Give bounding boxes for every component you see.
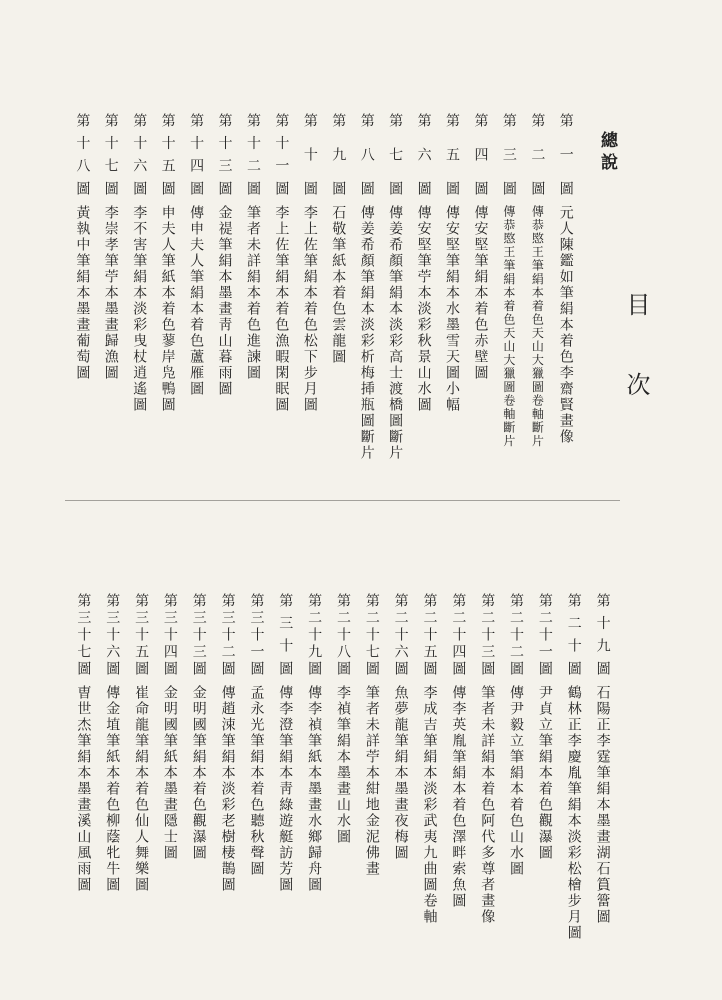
- plate-number: 第五圖: [444, 113, 461, 195]
- toc-entry: [182, 113, 210, 495]
- plate-title: 筆者未詳絹本着色進諫圖: [244, 205, 261, 381]
- plate-number: 第二圖: [529, 113, 546, 195]
- toc-entry: [357, 593, 386, 985]
- plate-title: 傳安堅筆絹本水墨雪天圖小幅: [444, 205, 461, 413]
- plate-number: 第三十七圖: [75, 593, 92, 675]
- plate-number: 第三十五圖: [133, 593, 150, 675]
- toc-entry: [386, 593, 415, 985]
- plate-number: 第十五圖: [159, 113, 176, 195]
- plate-title: 李不害筆絹本淡彩曳杖逍遙圖: [131, 205, 148, 413]
- plate-title: 金禔筆絹本墨畫靑山暮雨圖: [216, 205, 233, 397]
- plate-title: 傳姜希顏筆絹本淡彩高士渡橋圖斷片: [387, 205, 404, 461]
- toc-entry: [271, 593, 300, 985]
- plate-title: 孟永光筆絹本着色聽秋聲圖: [248, 685, 265, 877]
- plate-title: 李成吉筆絹本淡彩武夷九曲圖卷軸: [421, 685, 438, 925]
- toc-entry: [127, 593, 156, 985]
- plate-title: 黃執中筆絹本墨畫葡萄圖: [74, 205, 91, 381]
- plate-title: 傳金埴筆紙本着色柳蔭牝牛圖: [104, 685, 121, 893]
- plate-title: 傳申夫人筆絹本着色蘆雁圖: [188, 205, 205, 397]
- toc-entry: [502, 593, 531, 985]
- toc-entry: [588, 593, 617, 985]
- plate-number: 第二十八圖: [334, 593, 351, 675]
- plate-number: 第三十四圖: [161, 593, 178, 675]
- page-title: 目次: [622, 292, 650, 452]
- plate-title: 傳姜希顏筆絹本淡彩析梅揷瓶圖斷片: [358, 205, 375, 461]
- plate-title: 傳李禎筆紙本墨畫水鄉歸舟圖: [306, 685, 323, 893]
- toc-entry: [329, 593, 358, 985]
- toc-entry: [444, 593, 473, 985]
- plate-number: 第十一圖: [273, 113, 290, 195]
- plate-title: 傳恭愍王筆絹本着色天山大獵圖卷軸斷片: [501, 205, 516, 448]
- toc-lower-section: [69, 593, 617, 985]
- toc-entry: [98, 593, 127, 985]
- plate-title: 石敬筆紙本着色雲龍圖: [330, 205, 347, 365]
- plate-title: 尹貞立筆絹本着色觀瀑圖: [536, 685, 553, 861]
- plate-number: 第十六圖: [131, 113, 148, 195]
- plate-number: 第二十一圖: [536, 593, 553, 675]
- toc-entry: [466, 113, 494, 495]
- plate-number: 第二十七圖: [363, 593, 380, 675]
- toc-upper-section: [68, 113, 580, 495]
- plate-title: 崔命龍筆絹本着色仙人舞樂圖: [133, 685, 150, 893]
- plate-title: 李上佐筆絹本着色漁暇閑眠圖: [273, 205, 290, 413]
- toc-entry: [210, 113, 238, 495]
- toc-entry: [495, 113, 523, 495]
- plate-number: 第七圖: [387, 113, 404, 195]
- plate-title: 李上佐筆絹本着色松下步月圖: [301, 205, 318, 413]
- plate-title: 申夫人筆紙本着色蓼岸凫鴨圖: [159, 205, 176, 413]
- toc-entry: [153, 113, 181, 495]
- plate-title: 傳安堅筆苧本淡彩秋景山水圖: [415, 205, 432, 413]
- plate-number: 第二十九圖: [306, 593, 323, 675]
- plate-title: 傳恭愍王筆絹本着色天山大獵圖卷軸斷片: [530, 205, 545, 448]
- toc-entry: [409, 113, 437, 495]
- plate-number: 第十九圖: [594, 593, 611, 675]
- toc-entry: [97, 113, 125, 495]
- toc-entry: [213, 593, 242, 985]
- plate-title: 石陽正李霆筆絹本墨畫湖石篔簹圖: [594, 685, 611, 925]
- plate-number: 第三十一圖: [248, 593, 265, 675]
- toc-entry: [267, 113, 295, 495]
- toc-entry: [300, 593, 329, 985]
- plate-number: 第十三圖: [216, 113, 233, 195]
- plate-number: 第九圖: [330, 113, 347, 195]
- toc-entry: [559, 593, 588, 985]
- toc-entry: [530, 593, 559, 985]
- plate-title: 鶴林正李慶胤筆絹本淡彩松檜步月圖: [565, 685, 582, 941]
- plate-number: 第二十二圖: [508, 593, 525, 675]
- plate-title: 元人陳鑑如筆絹本着色李齋賢畫像: [557, 205, 574, 445]
- plate-number: 第二十六圖: [392, 593, 409, 675]
- plate-number: 第十圖: [301, 113, 318, 195]
- toc-entry: [125, 113, 153, 495]
- toc-entry: [523, 113, 551, 495]
- plate-title: 李崇孝筆苧本墨畫歸漁圖: [102, 205, 119, 381]
- plate-number: 第十八圖: [74, 113, 91, 195]
- plate-number: 第三十二圖: [219, 593, 236, 675]
- plate-number: 第八圖: [358, 113, 375, 195]
- toc-entry: [68, 113, 96, 495]
- plate-number: 第十七圖: [102, 113, 119, 195]
- plate-title: 筆者未詳絹本着色阿代多尊者畫像: [479, 685, 496, 925]
- toc-entry: [438, 113, 466, 495]
- toc-entry: [156, 593, 185, 985]
- toc-entry: [415, 593, 444, 985]
- toc-entry: [242, 593, 271, 985]
- toc-entry: [184, 593, 213, 985]
- plate-title: 李禎筆絹本墨畫山水圖: [334, 685, 351, 845]
- plate-number: 第二十四圖: [450, 593, 467, 675]
- plate-title: 金明國筆絹本着色觀瀑圖: [190, 685, 207, 861]
- plate-number: 第二十五圖: [421, 593, 438, 675]
- plate-number: 第一圖: [557, 113, 574, 195]
- toc-entry: [552, 113, 580, 495]
- plate-number: 第四圖: [472, 113, 489, 195]
- plate-number: 第二十三圖: [479, 593, 496, 675]
- plate-title: 曺世杰筆絹本墨畫溪山風雨圖: [75, 685, 92, 893]
- plate-title: 金明國筆紙本墨畫隱士圖: [161, 685, 178, 861]
- plate-number: 第三十圖: [277, 593, 294, 675]
- toc-entry: [239, 113, 267, 495]
- toc-entry: [324, 113, 352, 495]
- plate-number: 第六圖: [415, 113, 432, 195]
- plate-title: 傳李英胤筆絹本着色澤畔索魚圖: [450, 685, 467, 909]
- plate-number: 第十二圖: [244, 113, 261, 195]
- plate-title: 傳李澄筆絹本靑綠遊艇訪芳圖: [277, 685, 294, 893]
- toc-entry: [353, 113, 381, 495]
- intro-heading: 總說: [597, 131, 617, 175]
- section-divider: [65, 500, 620, 501]
- plate-number: 第十四圖: [188, 113, 205, 195]
- toc-entry: [473, 593, 502, 985]
- plate-title: 筆者未詳苧本紺地金泥佛畫: [363, 685, 380, 877]
- plate-title: 傳安堅筆絹本着色赤壁圖: [472, 205, 489, 381]
- toc-entry: [296, 113, 324, 495]
- toc-entry: [381, 113, 409, 495]
- plate-number: 第三十六圖: [104, 593, 121, 675]
- plate-number: 第三十三圖: [190, 593, 207, 675]
- plate-title: 傳尹毅立筆絹本着色山水圖: [508, 685, 525, 877]
- toc-entry: [69, 593, 98, 985]
- plate-title: 魚夢龍筆絹本墨畫夜梅圖: [392, 685, 409, 861]
- plate-number: 第三圖: [500, 113, 517, 195]
- plate-number: 第二十圖: [565, 593, 582, 675]
- plate-title: 傳趙涑筆絹本淡彩老樹棲鵲圖: [219, 685, 236, 893]
